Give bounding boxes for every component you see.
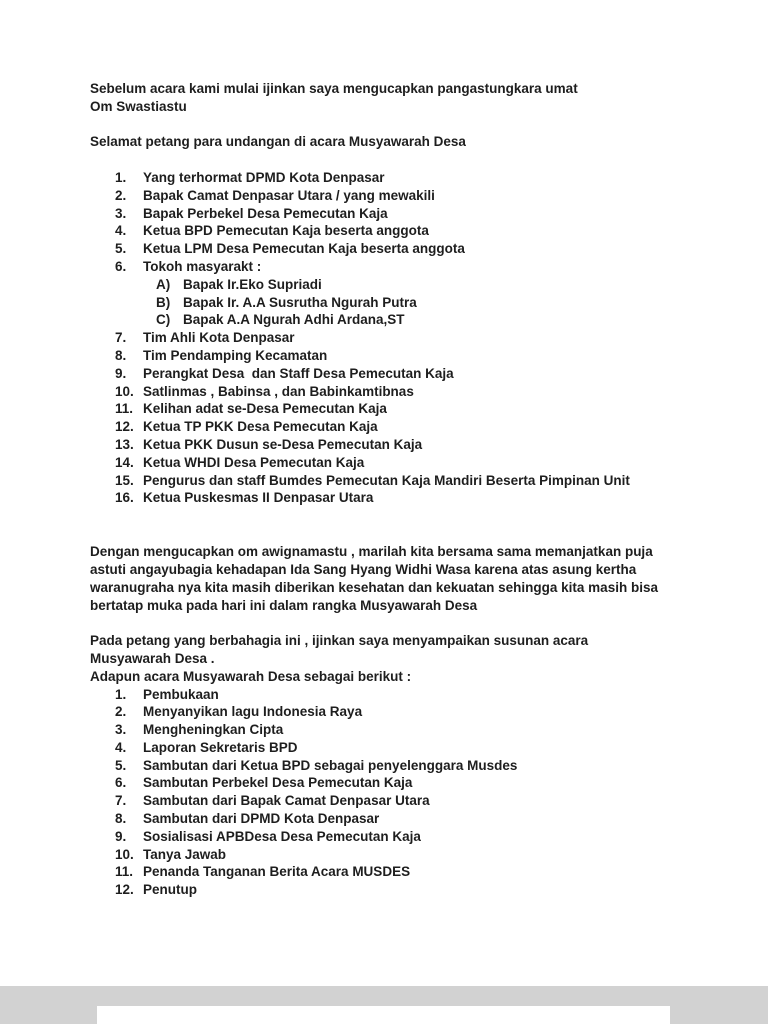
list-item-text: Menyanyikan lagu Indonesia Raya (143, 704, 363, 720)
paragraph-line: Musyawarah Desa . (90, 650, 215, 666)
list-item-text: Yang terhormat DPMD Kota Denpasar (143, 169, 385, 185)
list-item-text: Sambutan dari Bapak Camat Denpasar Utara (143, 793, 430, 809)
list-item-number: 1. (115, 169, 127, 185)
agenda-list-item (115, 810, 728, 828)
list-item-text: Bapak Ir. A.A Susrutha Ngurah Putra (183, 294, 417, 310)
guest-list-item (115, 258, 728, 276)
guest-list-item (115, 205, 728, 223)
list-item-number: C) (156, 312, 171, 328)
paragraph-line: Pada petang yang berbahagia ini , ijinkan saya menyampaikan susunan acara (90, 633, 589, 649)
list-item-number: 4. (115, 223, 127, 239)
list-item-text: Mengheningkan Cipta (143, 722, 284, 738)
list-item-number: 8. (115, 347, 127, 363)
list-item-number: A) (156, 276, 171, 292)
list-item-number: 13. (115, 436, 134, 452)
list-item-number: 6. (115, 775, 127, 791)
guest-list-item (115, 365, 728, 383)
list-item-number: 7. (115, 330, 127, 346)
list-item-text: Laporan Sekretaris BPD (143, 739, 298, 755)
list-item-number: 9. (115, 828, 127, 844)
next-page-top-edge (97, 1006, 670, 1024)
agenda-list-item (115, 863, 728, 881)
list-item-number: 10. (115, 846, 134, 862)
list-item-number: B) (156, 294, 171, 310)
guest-list-item (115, 347, 728, 365)
invocation-paragraph (90, 543, 728, 614)
guest-list-item (115, 240, 728, 258)
list-item-number: 12. (115, 882, 134, 898)
guest-list-item (115, 329, 728, 347)
agenda-list-item (115, 686, 728, 704)
agenda-list (90, 686, 728, 900)
guest-list-item (115, 489, 728, 507)
paragraph-line: bertatap muka pada hari ini dalam rangka Musyawarah Desa (90, 597, 478, 613)
list-item-number: 5. (115, 757, 127, 773)
guest-list-item (115, 454, 728, 472)
list-item-text: Sosialisasi APBDesa Desa Pemecutan Kaja (143, 828, 421, 844)
list-item-text: Bapak Perbekel Desa Pemecutan Kaja (143, 205, 388, 221)
list-item-number: 4. (115, 739, 127, 755)
list-item-text: Bapak A.A Ngurah Adhi Ardana,ST (183, 312, 405, 328)
list-item-text: Ketua BPD Pemecutan Kaja beserta anggota (143, 223, 429, 239)
agenda-list-item (115, 828, 728, 846)
list-item-text: Penanda Tanganan Berita Acara MUSDES (143, 864, 411, 880)
agenda-list-item (115, 757, 728, 775)
guest-list-item (115, 222, 728, 240)
agenda-list-item (115, 721, 728, 739)
guest-list-item (115, 472, 728, 490)
guest-list-item (156, 311, 728, 329)
list-item-text: Bapak Camat Denpasar Utara / yang mewakili (143, 187, 435, 203)
list-item-number: 11. (115, 401, 134, 417)
list-item-text: Perangkat Desa dan Staff Desa Pemecutan Kaja (143, 365, 454, 381)
list-item-number: 6. (115, 258, 127, 274)
list-item-text: Ketua WHDI Desa Pemecutan Kaja (143, 454, 365, 470)
list-item-number: 1. (115, 686, 127, 702)
list-item-number: 14. (115, 454, 134, 470)
list-item-text: Pembukaan (143, 686, 219, 702)
paragraph-line: waranugraha nya kita masih diberikan kesehatan dan kekuatan sehingga kita masih bisa (90, 579, 658, 595)
agenda-list-item (115, 703, 728, 721)
list-item-text: Tokoh masyarakt : (143, 258, 262, 274)
list-item-text: Tanya Jawab (143, 846, 227, 862)
guest-list-item (115, 400, 728, 418)
list-item-number: 8. (115, 811, 127, 827)
guest-list-item (115, 436, 728, 454)
paragraph-line: Sebelum acara kami mulai ijinkan saya mengucapkan pangastungkara umat (90, 81, 578, 96)
list-item-text: Sambutan dari DPMD Kota Denpasar (143, 811, 380, 827)
list-item-number: 5. (115, 241, 127, 257)
greeting-line: Selamat petang para undangan di acara Musyawarah Desa (90, 134, 466, 150)
list-item-number: 2. (115, 187, 127, 203)
list-item-text: Kelihan adat se-Desa Pemecutan Kaja (143, 401, 387, 417)
paragraph-line: Adapun acara Musyawarah Desa sebagai berikut : (90, 668, 412, 684)
agenda-intro-paragraph (90, 632, 728, 685)
next-page-strip (0, 1006, 768, 1024)
agenda-list-item (115, 881, 728, 899)
agenda-list-item (115, 739, 728, 757)
guest-list (90, 169, 728, 507)
guest-list-item (115, 383, 728, 401)
list-item-text: Bapak Ir.Eko Supriadi (183, 276, 322, 292)
list-item-number: 11. (115, 864, 134, 880)
list-item-text: Penutup (143, 882, 197, 898)
list-item-number: 9. (115, 365, 127, 381)
paragraph-line: Dengan mengucapkan om awignamastu , marilah kita bersama sama memanjatkan puja (90, 544, 653, 560)
list-item-text: Ketua PKK Dusun se-Desa Pemecutan Kaja (143, 436, 423, 452)
paragraph-line: astuti angayubagia kehadapan Ida Sang Hyang Widhi Wasa karena atas asung kertha (90, 561, 637, 577)
list-item-text: Ketua TP PKK Desa Pemecutan Kaja (143, 419, 378, 435)
list-item-text: Pengurus dan staff Bumdes Pemecutan Kaja Mandiri Beserta Pimpinan Unit (143, 472, 630, 488)
page-gap (0, 986, 768, 1006)
list-item-number: 12. (115, 419, 134, 435)
list-item-text: Ketua Puskesmas II Denpasar Utara (143, 490, 374, 506)
agenda-list-item (115, 792, 728, 810)
agenda-list-item (115, 846, 728, 864)
list-item-text: Satlinmas , Babinsa , dan Babinkamtibnas (143, 383, 414, 399)
list-item-number: 16. (115, 490, 134, 506)
paragraph-line: Om Swastiastu (90, 98, 187, 114)
list-item-number: 2. (115, 704, 127, 720)
list-item-number: 3. (115, 205, 127, 221)
list-item-text: Sambutan Perbekel Desa Pemecutan Kaja (143, 775, 413, 791)
guest-list-item (115, 187, 728, 205)
guest-list-item (156, 276, 728, 294)
list-item-text: Ketua LPM Desa Pemecutan Kaja beserta anggota (143, 241, 465, 257)
list-item-number: 10. (115, 383, 134, 399)
guest-list-item (156, 294, 728, 312)
list-item-text: Sambutan dari Ketua BPD sebagai penyelenggara Musdes (143, 757, 518, 773)
guest-list-item (115, 169, 728, 187)
opening-paragraph (90, 80, 728, 116)
list-item-number: 7. (115, 793, 127, 809)
agenda-list-item (115, 774, 728, 792)
list-item-number: 3. (115, 722, 127, 738)
list-item-text: Tim Pendamping Kecamatan (143, 347, 328, 363)
guest-list-item (115, 418, 728, 436)
list-item-text: Tim Ahli Kota Denpasar (143, 330, 295, 346)
list-item-number: 15. (115, 472, 134, 488)
